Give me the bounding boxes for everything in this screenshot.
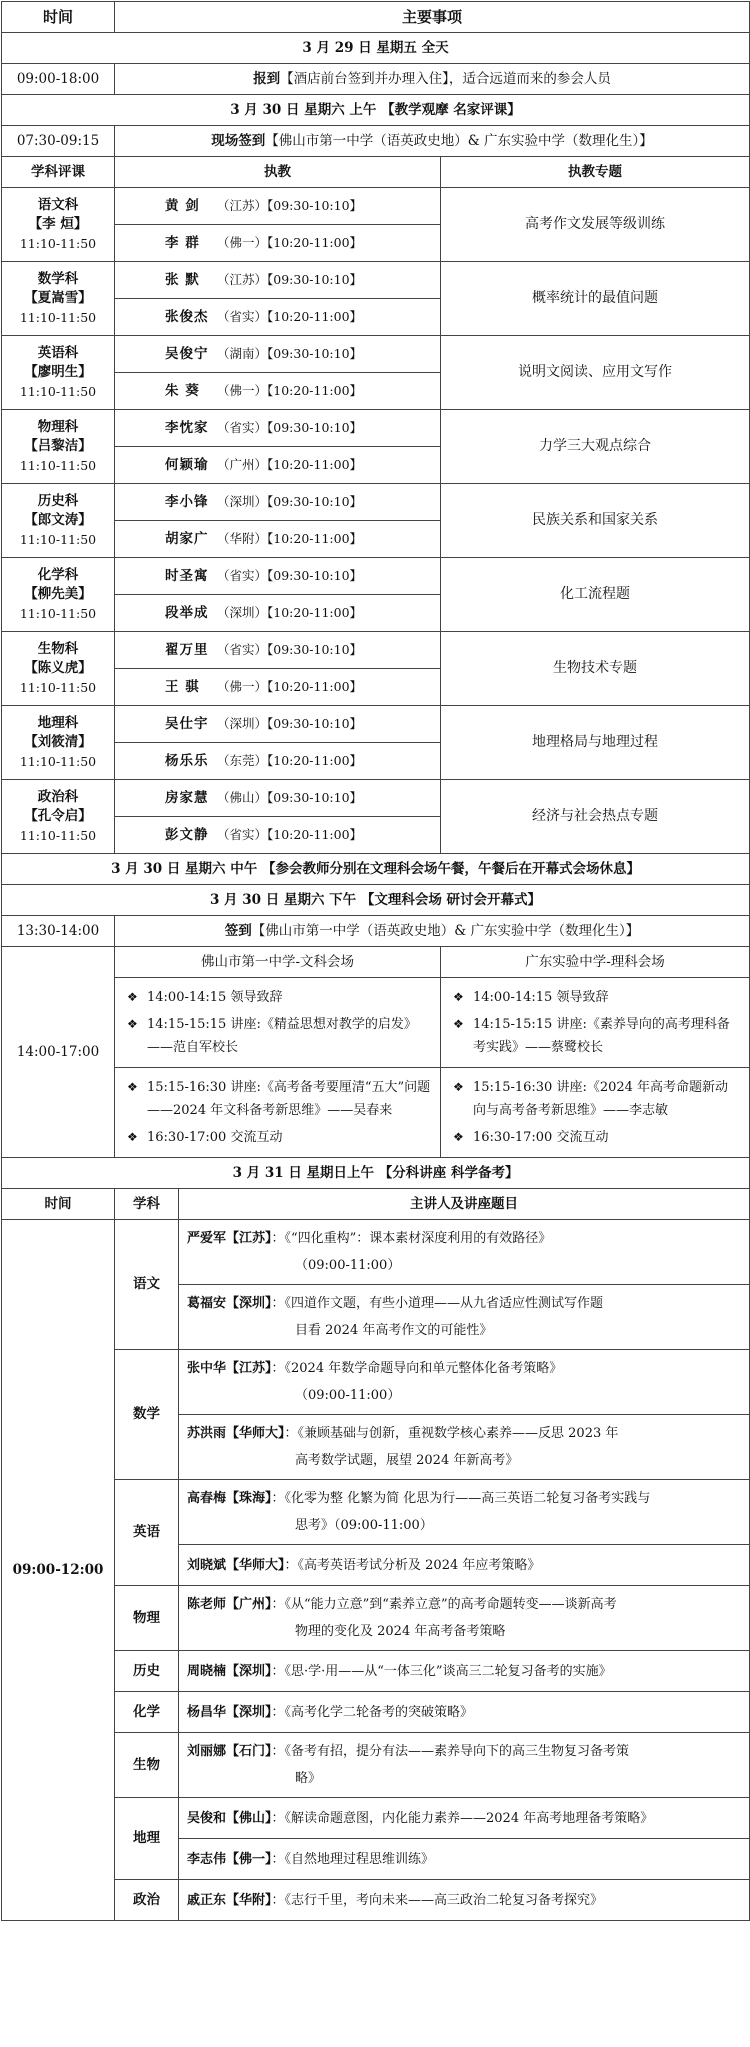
- lecture-subject: 语文: [115, 1220, 179, 1350]
- subject-name: 地理科: [37, 715, 79, 731]
- subject-cell: [2, 780, 115, 854]
- subject-reviewer: 【陈义虎】: [24, 660, 92, 676]
- lecture-title: ：《“四化重构”：课本素材深度利用的有效路径》: [271, 1231, 552, 1246]
- lecture-cell: [179, 1651, 750, 1692]
- lecture-title-cont: （09:00-11:00）: [295, 1388, 401, 1403]
- topic-cell: 经济与社会热点专题: [441, 780, 750, 854]
- teacher-name: 张 默: [165, 272, 200, 288]
- teacher-name: 时圣寓: [165, 568, 209, 584]
- lecture-row: [2, 1692, 750, 1733]
- agenda-text: 15:15-16:30 讲座:《2024 年高考命题新动向与高考备考新思维》——李志敏: [473, 1080, 729, 1118]
- lecture-subject: 历史: [115, 1651, 179, 1692]
- lecture-subject: 化学: [115, 1692, 179, 1733]
- day3-col-time: 时间: [2, 1189, 115, 1220]
- teacher-cell: [115, 447, 441, 484]
- lecture-cell: [179, 1545, 750, 1586]
- teacher-cell: [115, 521, 441, 558]
- teacher-cell: [115, 225, 441, 262]
- venue-right: 广东实验中学-理科会场: [441, 947, 750, 978]
- teacher-name: 李忱家: [165, 420, 209, 436]
- subject-reviewer: 【廖明生】: [24, 364, 92, 380]
- subject-reviewer: 【夏嵩雪】: [24, 290, 92, 306]
- agenda-item: [123, 1013, 432, 1059]
- day2noon-title: 3 月 30 日 星期六 中午 【参会教师分别在文理科会场午餐，午餐后在开幕式会场休息】: [2, 854, 750, 885]
- lecture-speaker: 陈老师【广州】: [187, 1597, 272, 1612]
- agenda-item: [449, 1013, 741, 1059]
- col-subject: 学科评课: [2, 157, 115, 188]
- teacher-info: （佛一）【10:20-11:00】: [217, 235, 363, 250]
- topic-cell: 说明文阅读、应用文写作: [441, 336, 750, 410]
- agenda-item: [123, 1126, 432, 1149]
- teacher-row: [2, 706, 750, 743]
- day2pm-checkin: 签到【佛山市第一中学（语英政史地）& 广东实验中学（数理化生）】: [115, 916, 750, 947]
- agenda-text: 14:15-15:15 讲座:《素养导向的高考理科备考实践》——蔡鹭校长: [473, 1017, 730, 1055]
- lecture-cell: [179, 1839, 750, 1880]
- teacher-row: [2, 188, 750, 225]
- subject-name: 政治科: [37, 789, 79, 805]
- lecture-subject: 数学: [115, 1350, 179, 1480]
- teacher-name: 李小锋: [165, 494, 209, 510]
- diamond-bullet-icon: ❖: [127, 1080, 138, 1094]
- lecture-title: ：《志行千里，考向未来——高三政治二轮复习备考探究》: [271, 1892, 604, 1908]
- teacher-name: 翟万里: [165, 642, 209, 658]
- teacher-cell: [115, 484, 441, 521]
- teacher-row: [2, 780, 750, 817]
- agenda-item: [123, 986, 432, 1009]
- topic-cell: 生物技术专题: [441, 632, 750, 706]
- teacher-cell: [115, 410, 441, 447]
- col-teacher: 执教: [115, 157, 441, 188]
- lecture-subject: 政治: [115, 1880, 179, 1921]
- subject-cell: [2, 706, 115, 780]
- subject-review-time: 11:10-11:50: [19, 458, 97, 473]
- lecture-title-cont: 思考》（09:00-11:00）: [295, 1518, 433, 1533]
- lecture-subject: 地理: [115, 1798, 179, 1880]
- subject-reviewer: 【郎文涛】: [24, 512, 92, 528]
- subject-cell: [2, 188, 115, 262]
- lecture-speaker: 葛福安【深圳】: [187, 1296, 272, 1311]
- agenda-item: [449, 986, 741, 1009]
- lecture-title: ：《思·学·用——从“一体三化”谈高三二轮复习备考的实施》: [271, 1663, 612, 1679]
- subject-review-time: 11:10-11:50: [19, 606, 97, 621]
- topic-cell: 力学三大观点综合: [441, 410, 750, 484]
- teacher-name: 何颖瑜: [165, 457, 209, 473]
- teacher-name: 胡家广: [165, 531, 209, 547]
- subject-cell: [2, 336, 115, 410]
- lecture-row: [2, 1733, 750, 1798]
- right-agenda-b: [441, 1068, 750, 1158]
- teacher-row: [2, 410, 750, 447]
- teacher-row: [2, 336, 750, 373]
- day2am-checkin-time: 07:30-09:15: [2, 126, 115, 157]
- lecture-subject: 英语: [115, 1480, 179, 1586]
- topic-cell: 民族关系和国家关系: [441, 484, 750, 558]
- subject-review-time: 11:10-11:50: [19, 680, 97, 695]
- teacher-info: （省实）【10:20-11:00】: [217, 827, 363, 842]
- lecture-row: [2, 1586, 750, 1651]
- header-main: 主要事项: [115, 2, 750, 33]
- lecture-speaker: 高春梅【珠海】: [187, 1491, 272, 1506]
- topic-cell: 化工流程题: [441, 558, 750, 632]
- subject-review-time: 11:10-11:50: [19, 310, 97, 325]
- day1-title: 3 月 29 日 星期五 全天: [2, 33, 750, 64]
- teacher-cell: [115, 299, 441, 336]
- teacher-info: （深圳）【10:20-11:00】: [217, 605, 363, 620]
- teacher-cell: [115, 595, 441, 632]
- teacher-info: （东莞）【10:20-11:00】: [217, 753, 363, 768]
- day2pm-time: 14:00-17:00: [2, 947, 115, 1158]
- lecture-cell: [179, 1285, 750, 1350]
- left-agenda-b: [115, 1068, 441, 1158]
- subject-name: 物理科: [37, 419, 79, 435]
- teacher-info: （省实）【09:30-10:10】: [217, 642, 363, 657]
- day3-col-content: 主讲人及讲座题目: [179, 1189, 750, 1220]
- teacher-name: 房家慧: [165, 790, 209, 806]
- teacher-info: （江苏）【09:30-10:10】: [217, 198, 363, 213]
- subject-name: 历史科: [37, 493, 79, 509]
- teacher-cell: [115, 188, 441, 225]
- lecture-cell: [179, 1415, 750, 1480]
- teacher-info: （湖南）【09:30-10:10】: [217, 346, 363, 361]
- subject-cell: [2, 558, 115, 632]
- lecture-subject: 生物: [115, 1733, 179, 1798]
- teacher-cell: [115, 632, 441, 669]
- lecture-row: [2, 1651, 750, 1692]
- teacher-name: 杨乐乐: [165, 753, 209, 769]
- subject-reviewer: 【李 烜】: [28, 216, 88, 232]
- topic-cell: 高考作文发展等级训练: [441, 188, 750, 262]
- lecture-speaker: 张中华【江苏】: [187, 1361, 272, 1376]
- teacher-cell: [115, 558, 441, 595]
- subject-name: 生物科: [37, 641, 79, 657]
- teacher-name: 吴仕宇: [165, 716, 209, 732]
- lecture-row: [2, 1220, 750, 1285]
- subject-review-time: 11:10-11:50: [19, 236, 97, 251]
- teacher-cell: [115, 706, 441, 743]
- agenda-item: [123, 1076, 432, 1122]
- subject-reviewer: 【柳先美】: [24, 586, 92, 602]
- teacher-info: （佛山）【09:30-10:10】: [217, 790, 363, 805]
- header-time: 时间: [2, 2, 115, 33]
- lecture-title: ：《四道作文题，有些小道理——从九省适应性测试写作题: [271, 1296, 604, 1311]
- subject-name: 化学科: [37, 567, 79, 583]
- lecture-title: ：《自然地理过程思维训练》: [271, 1851, 435, 1867]
- subject-review-time: 11:10-11:50: [19, 384, 97, 399]
- agenda-item: [449, 1126, 741, 1149]
- teacher-info: （佛一）【10:20-11:00】: [217, 679, 363, 694]
- subject-name: 数学科: [37, 271, 79, 287]
- diamond-bullet-icon: ❖: [127, 1130, 138, 1144]
- teacher-info: （深圳）【09:30-10:10】: [217, 494, 363, 509]
- agenda-item: [449, 1076, 741, 1122]
- subject-cell: [2, 484, 115, 558]
- lecture-cell: [179, 1350, 750, 1415]
- subject-review-time: 11:10-11:50: [19, 532, 97, 547]
- lecture-row: [2, 1798, 750, 1839]
- teacher-cell: [115, 262, 441, 299]
- lecture-row: [2, 1350, 750, 1415]
- teacher-cell: [115, 373, 441, 410]
- topic-cell: 概率统计的最值问题: [441, 262, 750, 336]
- day1-text: 报到【酒店前台签到并办理入住】，适合远道而来的参会人员: [115, 64, 750, 95]
- day2am-title: 3 月 30 日 星期六 上午 【教学观摩 名家评课】: [2, 95, 750, 126]
- subject-cell: [2, 410, 115, 484]
- diamond-bullet-icon: ❖: [127, 1017, 138, 1031]
- teacher-name: 张俊杰: [165, 309, 209, 325]
- teacher-name: 彭文静: [165, 827, 209, 843]
- col-topic: 执教专题: [441, 157, 750, 188]
- lecture-speaker: 严爱军【江苏】: [187, 1231, 272, 1246]
- agenda-text: 14:15-15:15 讲座:《精益思想对教学的启发》——范自军校长: [147, 1017, 417, 1055]
- lecture-title: ：《解读命题意图，内化能力素养——2024 年高考地理备考策略》: [271, 1810, 654, 1826]
- lecture-title: ：《备考有招，提分有法——素养导向下的高三生物复习备考策: [271, 1744, 630, 1759]
- lecture-cell: [179, 1880, 750, 1921]
- lecture-title-cont: 目看 2024 年高考作文的可能性》: [295, 1323, 493, 1338]
- subject-cell: [2, 632, 115, 706]
- lecture-cell: [179, 1480, 750, 1545]
- subject-reviewer: 【吕黎洁】: [24, 438, 92, 454]
- lecture-cell: [179, 1733, 750, 1798]
- day3-col-subject: 学科: [115, 1189, 179, 1220]
- teacher-info: （广州）【10:20-11:00】: [217, 457, 363, 472]
- lecture-title-cont: 高考数学试题，展望 2024 年新高考》: [295, 1453, 519, 1468]
- agenda-text: 16:30-17:00 交流互动: [147, 1130, 283, 1145]
- agenda-text: 14:00-14:15 领导致辞: [473, 990, 609, 1005]
- agenda-text: 14:00-14:15 领导致辞: [147, 990, 283, 1005]
- agenda-text: 16:30-17:00 交流互动: [473, 1130, 609, 1145]
- teacher-cell: [115, 780, 441, 817]
- lecture-title: ：《2024 年数学命题导向和单元整体化备考策略》: [271, 1361, 563, 1376]
- day3-time: 09:00-12:00: [2, 1220, 115, 1921]
- lecture-speaker: 刘晓斌【华师大】: [187, 1557, 285, 1573]
- lecture-title-cont: （09:00-11:00）: [295, 1258, 401, 1273]
- teacher-row: [2, 632, 750, 669]
- day1-time: 09:00-18:00: [2, 64, 115, 95]
- lecture-title: ：《从“能力立意”到“素养立意”的高考命题转变——谈新高考: [271, 1597, 617, 1612]
- subject-review-time: 11:10-11:50: [19, 828, 97, 843]
- lecture-title-cont: 略》: [295, 1771, 322, 1786]
- schedule-table: [1, 1, 750, 1921]
- teacher-name: 黄 剑: [165, 198, 200, 214]
- day2am-checkin: 现场签到【佛山市第一中学（语英政史地）& 广东实验中学（数理化生）】: [115, 126, 750, 157]
- subject-review-time: 11:10-11:50: [19, 754, 97, 769]
- lecture-title: ：《兼顾基础与创新，重视数学核心素养——反思 2023 年: [284, 1426, 619, 1441]
- lecture-speaker: 杨昌华【深圳】: [187, 1704, 272, 1720]
- lecture-cell: [179, 1220, 750, 1285]
- agenda-text: 15:15-16:30 讲座:《高考备考要厘清“五大”问题——2024 年文科备考新思维》——吴春来: [147, 1080, 431, 1118]
- topic-cell: 地理格局与地理过程: [441, 706, 750, 780]
- diamond-bullet-icon: ❖: [127, 990, 138, 1004]
- diamond-bullet-icon: ❖: [453, 990, 464, 1004]
- subject-name: 语文科: [37, 197, 79, 213]
- teacher-row: [2, 484, 750, 521]
- day3-title: 3 月 31 日 星期日上午 【分科讲座 科学备考】: [2, 1158, 750, 1189]
- right-agenda-a: [441, 978, 750, 1068]
- lecture-speaker: 戚正东【华附】: [187, 1892, 272, 1908]
- diamond-bullet-icon: ❖: [453, 1017, 464, 1031]
- lecture-row: [2, 1480, 750, 1545]
- teacher-info: （省实）【10:20-11:00】: [217, 309, 363, 324]
- day2pm-title: 3 月 30 日 星期六 下午 【文理科会场 研讨会开幕式】: [2, 885, 750, 916]
- teacher-name: 王 骐: [165, 679, 200, 695]
- teacher-info: （省实）【09:30-10:10】: [217, 420, 363, 435]
- lecture-cell: [179, 1798, 750, 1839]
- teacher-cell: [115, 669, 441, 706]
- lecture-title: ：《化零为整 化繁为简 化思为行——高三英语二轮复习备考实践与: [271, 1491, 651, 1506]
- teacher-row: [2, 262, 750, 299]
- lecture-title: ：《高考英语考试分析及 2024 年应考策略》: [284, 1557, 541, 1573]
- lecture-subject: 物理: [115, 1586, 179, 1651]
- lecture-speaker: 周晓楠【深圳】: [187, 1663, 272, 1679]
- subject-reviewer: 【刘筱清】: [24, 734, 92, 750]
- lecture-cell: [179, 1692, 750, 1733]
- lecture-speaker: 苏洪雨【华师大】: [187, 1426, 285, 1441]
- venue-left: 佛山市第一中学-文科会场: [115, 947, 441, 978]
- teacher-info: （华附）【10:20-11:00】: [217, 531, 363, 546]
- lecture-speaker: 吴俊和【佛山】: [187, 1810, 272, 1826]
- lecture-speaker: 刘丽娜【石门】: [187, 1744, 272, 1759]
- teacher-cell: [115, 817, 441, 854]
- teacher-cell: [115, 336, 441, 373]
- teacher-name: 吴俊宁: [165, 346, 209, 362]
- subject-cell: [2, 262, 115, 336]
- diamond-bullet-icon: ❖: [453, 1080, 464, 1094]
- teacher-name: 李 群: [165, 235, 200, 251]
- teacher-row: [2, 558, 750, 595]
- lecture-title-cont: 物理的变化及 2024 年高考备考策略: [295, 1624, 506, 1639]
- teacher-info: （省实）【09:30-10:10】: [217, 568, 363, 583]
- lecture-speaker: 李志伟【佛一】: [187, 1851, 272, 1867]
- teacher-name: 段举成: [165, 605, 209, 621]
- subject-name: 英语科: [37, 345, 79, 361]
- lecture-cell: [179, 1586, 750, 1651]
- subject-reviewer: 【孔令启】: [24, 808, 92, 824]
- lecture-title: ：《高考化学二轮备考的突破策略》: [271, 1704, 474, 1720]
- teacher-info: （江苏）【09:30-10:10】: [217, 272, 363, 287]
- teacher-info: （佛一）【10:20-11:00】: [217, 383, 363, 398]
- day2pm-checkin-time: 13:30-14:00: [2, 916, 115, 947]
- teacher-cell: [115, 743, 441, 780]
- diamond-bullet-icon: ❖: [453, 1130, 464, 1144]
- teacher-info: （深圳）【09:30-10:10】: [217, 716, 363, 731]
- teacher-name: 朱 葵: [165, 383, 200, 399]
- lecture-row: [2, 1880, 750, 1921]
- left-agenda-a: [115, 978, 441, 1068]
